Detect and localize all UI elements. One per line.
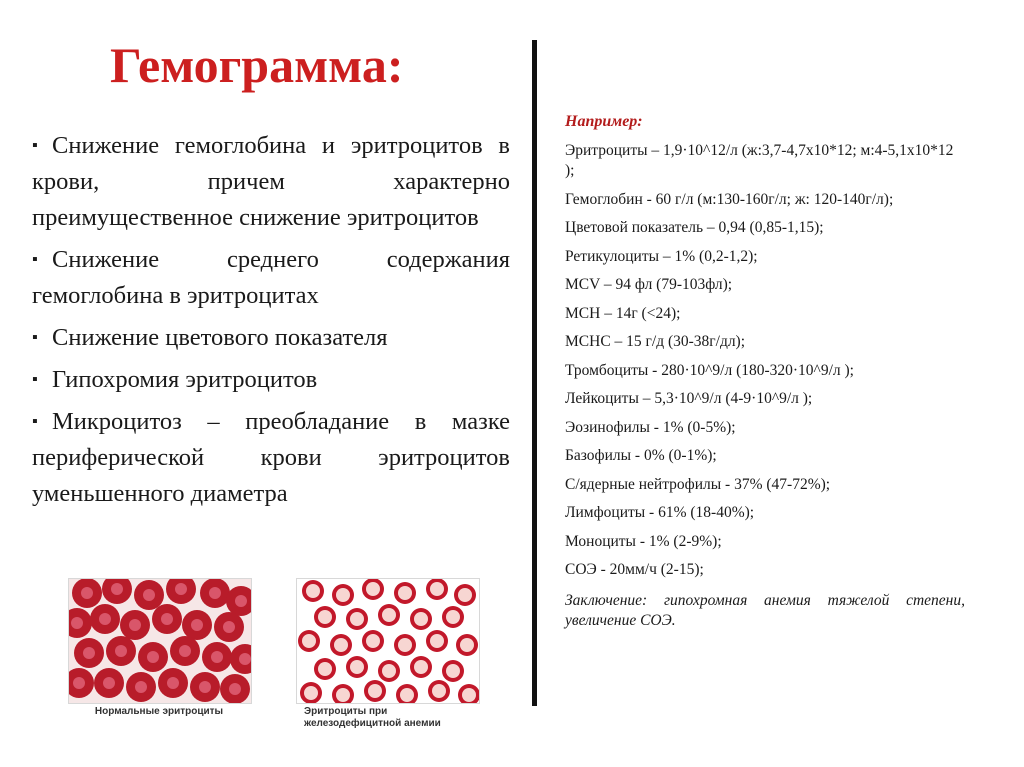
normal-erythrocyte: [152, 604, 182, 634]
normal-erythrocytes-caption: Нормальные эритроциты: [94, 706, 224, 717]
hypochromic-erythrocyte: [314, 658, 336, 680]
hypochromic-erythrocyte: [364, 680, 386, 702]
hypochromic-erythrocyte: [442, 606, 464, 628]
hypochromic-erythrocyte: [330, 634, 352, 656]
hypochromic-erythrocyte: [346, 608, 368, 630]
hypochromic-erythrocyte: [300, 682, 322, 703]
param-line: Лейкоциты – 5,3·10^9/л (4-9·10^9/л );: [565, 390, 813, 407]
bullet-item: [32, 404, 510, 512]
bullet-icon: ▪: [32, 251, 38, 268]
normal-erythrocyte: [72, 579, 102, 608]
param-line: Базофилы - 0% (0-1%);: [565, 447, 717, 464]
hypochromic-erythrocyte: [410, 608, 432, 630]
normal-erythrocyte: [220, 674, 250, 703]
param-line: Эритроциты – 1,9·10^12/л (ж:3,7-4,7х10*12; м:4-5,1х10*12 );: [565, 141, 954, 179]
slide-title: Гемограмма:: [110, 37, 404, 93]
param-line: Гемоглобин - 60 г/л (м:130-160г/л; ж: 120-140г/л);: [565, 190, 894, 208]
normal-erythrocyte: [94, 668, 124, 698]
normal-erythrocyte: [170, 636, 200, 666]
anemia-erythrocytes-caption: Эритроциты при железодефицитной анемии: [304, 706, 441, 729]
hypochromic-erythrocyte: [332, 584, 354, 606]
param-line: MCH – 14г (<24);: [565, 304, 681, 322]
bullet-text: Гипохромия эритроцитов: [52, 366, 318, 393]
hypochromic-erythrocyte: [442, 660, 464, 682]
bullet-item: [32, 362, 510, 398]
normal-erythrocyte: [158, 668, 188, 698]
hypochromic-erythrocyte: [410, 656, 432, 678]
normal-erythrocyte: [120, 610, 150, 640]
hypochromic-erythrocyte: [362, 579, 384, 600]
bullet-text: Снижение гемоглобина и эритроцитов в крови, причем характерно преимущественное снижение эритроцитов: [32, 132, 510, 231]
hypochromic-erythrocyte: [394, 582, 416, 604]
hypochromic-erythrocyte: [394, 634, 416, 656]
bullet-text: Снижение среднего содержания гемоглобина в эритроцитах: [32, 246, 510, 309]
bullet-list: [32, 128, 510, 518]
normal-erythrocyte: [106, 636, 136, 666]
bullet-icon: ▪: [32, 137, 38, 154]
hypochromic-erythrocyte: [378, 604, 400, 626]
hypochromic-erythrocyte: [302, 580, 324, 602]
param-line: Тромбоциты - 280·10^9/л (180-320·10^9/л );: [565, 361, 854, 379]
normal-erythrocyte: [134, 580, 164, 610]
normal-erythrocytes-image: [68, 578, 252, 704]
bullet-icon: ▪: [32, 329, 38, 346]
param-line: СОЭ - 20мм/ч (2-15);: [565, 561, 704, 578]
hypochromic-erythrocyte: [346, 656, 368, 678]
hypochromic-erythrocyte: [456, 634, 478, 656]
param-line: Лимфоциты - 61% (18-40%);: [565, 504, 755, 521]
bullet-item: [32, 242, 510, 314]
hypochromic-erythrocyte: [298, 630, 320, 652]
normal-erythrocyte: [214, 612, 244, 642]
normal-erythrocyte: [182, 610, 212, 640]
normal-erythrocyte: [90, 604, 120, 634]
vertical-divider: [532, 40, 537, 706]
bullet-text: Снижение цветового показателя: [52, 324, 388, 351]
param-line: С/ядерные нейтрофилы - 37% (47-72%);: [565, 475, 831, 493]
param-line: Цветовой показатель – 0,94 (0,85-1,15);: [565, 219, 824, 236]
example-label: Например:: [565, 113, 643, 130]
param-line: MCHC – 15 г/д (30-38г/дл);: [565, 333, 746, 350]
param-line: Ретикулоциты – 1% (0,2-1,2);: [565, 247, 758, 265]
normal-erythrocyte: [200, 579, 230, 608]
conclusion-text: Заключение: гипохромная анемия тяжелой степени, увеличение СОЭ.: [565, 591, 965, 629]
hypochromic-erythrocyte: [426, 579, 448, 600]
erythrocyte-images: [60, 578, 480, 748]
anemia-erythrocytes-image: [296, 578, 480, 704]
normal-erythrocyte: [138, 642, 168, 672]
bullet-icon: ▪: [32, 371, 38, 388]
bullet-item: [32, 320, 510, 356]
normal-erythrocyte: [126, 672, 156, 702]
normal-erythrocyte: [202, 642, 232, 672]
bullet-text: Микроцитоз – преобладание в мазке периферической крови эритроцитов уменьшенного диаметра: [32, 408, 510, 507]
bullet-item: [32, 128, 510, 236]
param-line: Моноциты - 1% (2-9%);: [565, 532, 722, 550]
normal-erythrocyte: [190, 672, 220, 702]
bullet-icon: ▪: [32, 413, 38, 430]
param-line: Эозинофилы - 1% (0-5%);: [565, 418, 736, 436]
hypochromic-erythrocyte: [454, 584, 476, 606]
hypochromic-erythrocyte: [426, 630, 448, 652]
hypochromic-erythrocyte: [314, 606, 336, 628]
example-panel: [565, 112, 965, 632]
hypochromic-erythrocyte: [378, 660, 400, 682]
hypochromic-erythrocyte: [428, 680, 450, 702]
normal-erythrocyte: [74, 638, 104, 668]
hypochromic-erythrocyte: [362, 630, 384, 652]
param-line: MCV – 94 фл (79-103фл);: [565, 276, 733, 293]
